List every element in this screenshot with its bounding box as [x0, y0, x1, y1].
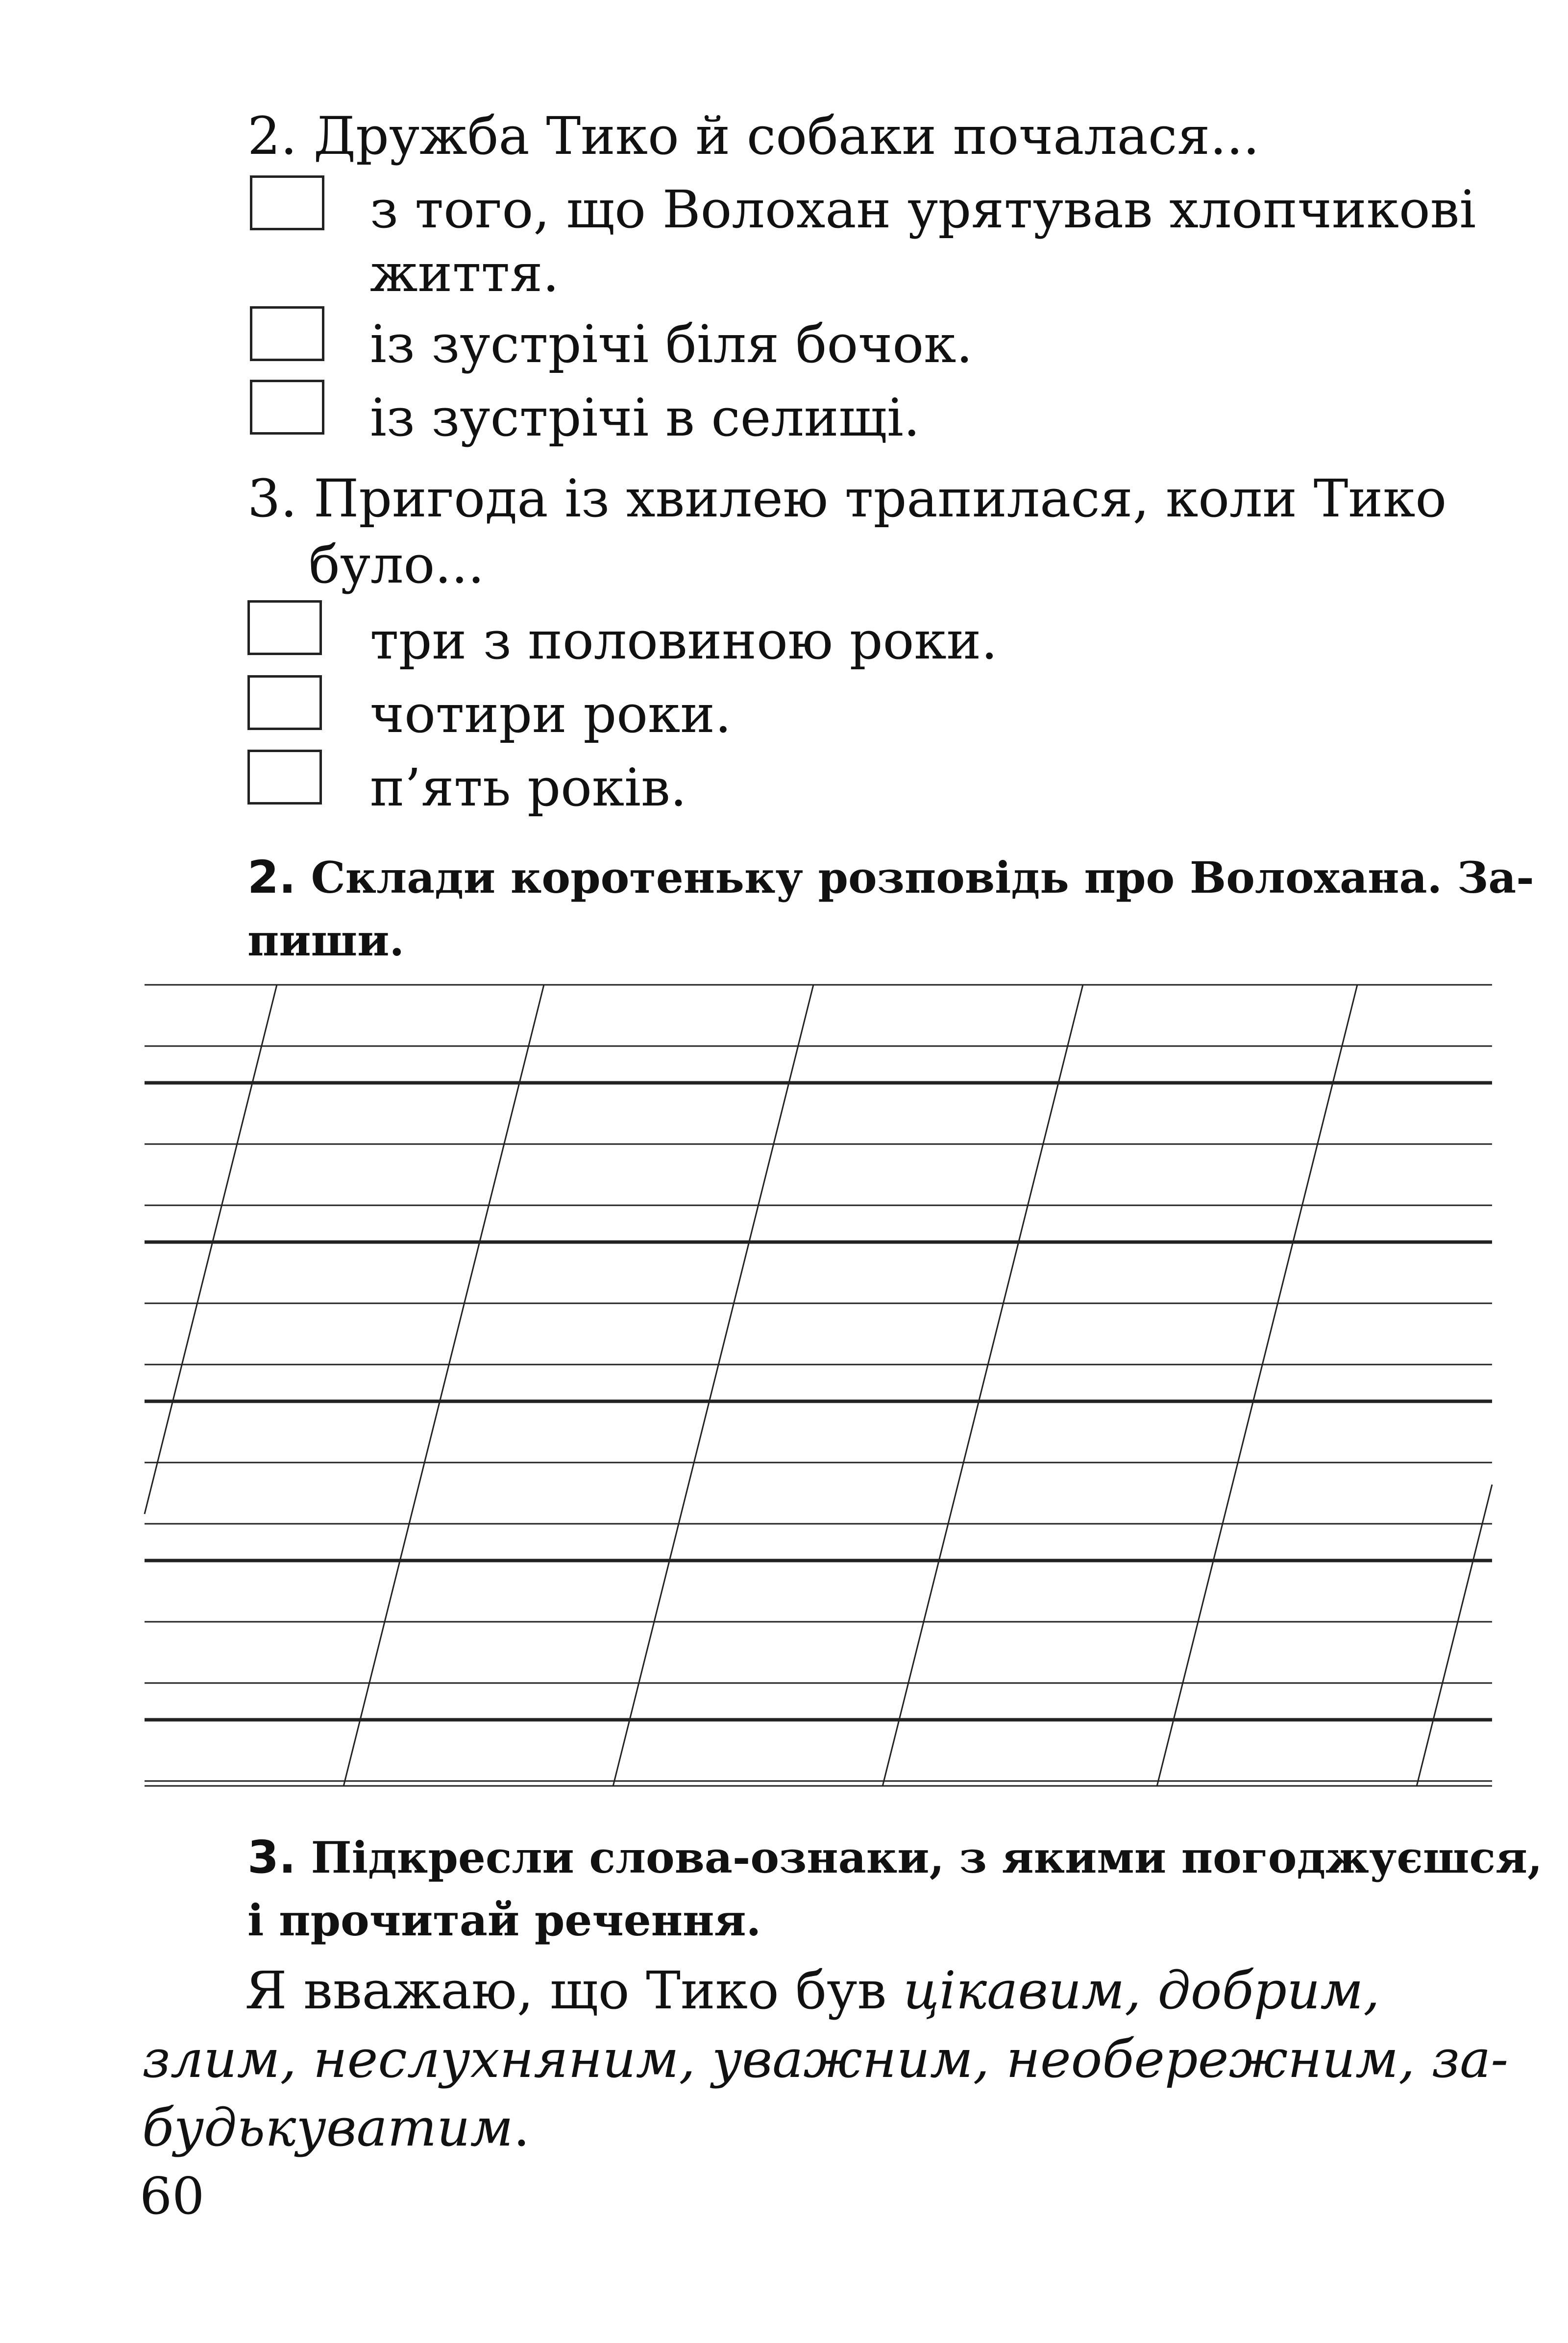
option-q2-b-line1: із зустрічі біля бочок.: [370, 314, 973, 374]
trait-words-line1[interactable]: цікавим, добрим,: [903, 1960, 1380, 2021]
trait-words-line2[interactable]: злим, неслухняним, уважним, необережним, за-: [142, 2029, 1509, 2089]
sentence-line1: [245, 1960, 1380, 2021]
slant-line-4: [1157, 985, 1357, 1786]
writing-guide-lines: [145, 985, 1492, 1786]
question-3-prompt-line1: 3. Пригода із хвилею трапилася, коли Тико: [247, 468, 1447, 529]
task-3-text: Підкресли слова-ознаки, з якими погоджуєшся,: [295, 1832, 1543, 1883]
slant-guide-lines: [145, 985, 1492, 1786]
option-q3-c-line1: п’ять років.: [370, 757, 687, 818]
slant-line-1: [343, 985, 544, 1786]
sentence-regular: Я вважаю, що Тико був: [245, 1960, 903, 2021]
option-q2-a-line1: з того, що Волохан урятував хлопчикові: [370, 179, 1476, 240]
sentence-line3: [142, 2098, 530, 2158]
slant-line-3: [882, 985, 1083, 1786]
task-3-number: 3.: [247, 1831, 296, 1883]
sentence-period: .: [513, 2098, 530, 2158]
task-2-number: 2.: [247, 851, 296, 903]
slant-line-0: [145, 985, 277, 1514]
task-2-instruction-line2: пиши.: [247, 915, 405, 966]
option-q2-a-line2: життя.: [370, 243, 560, 303]
trait-words-line3[interactable]: будькуватим: [142, 2098, 514, 2158]
option-q3-b-line1: чотири роки.: [370, 684, 732, 744]
question-2-prompt: 2. Дружба Тико й собаки почалася...: [247, 106, 1260, 166]
task-2-text: Склади коротеньку розповідь про Волохана. За-: [295, 852, 1534, 903]
task-3-instruction-line2: і прочитай речення.: [247, 1895, 761, 1946]
page-number: 60: [140, 2166, 205, 2226]
slant-line-5: [1417, 1485, 1492, 1786]
slant-line-2: [613, 985, 813, 1786]
question-3-prompt-line2: було...: [309, 535, 485, 595]
option-q3-a-line1: три з половиною роки.: [370, 610, 998, 671]
task-3-instruction-line1: [247, 1831, 1543, 1883]
option-q2-c-line1: із зустрічі в селищі.: [370, 388, 920, 448]
